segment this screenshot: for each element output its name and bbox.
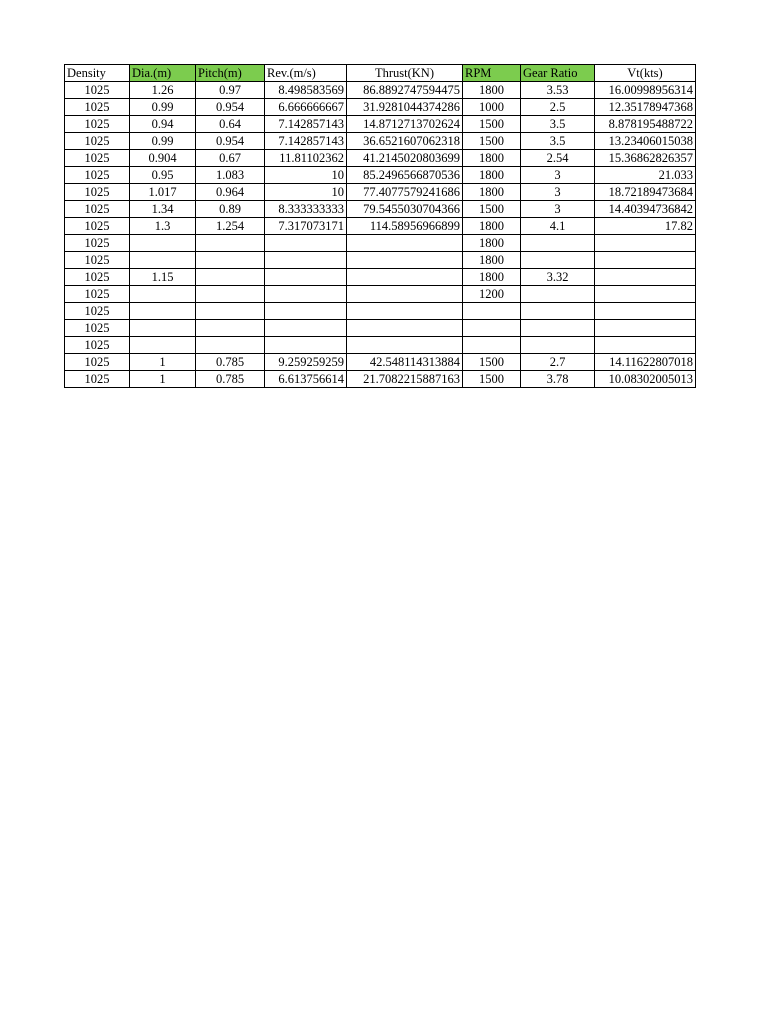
cell-rev[interactable] <box>265 337 347 354</box>
col-header-pitch[interactable]: Pitch(m) <box>196 65 265 82</box>
cell-vt[interactable]: 15.36862826357 <box>595 150 696 167</box>
cell-diameter[interactable]: 0.95 <box>130 167 196 184</box>
cell-thrust[interactable]: 79.5455030704366 <box>347 201 463 218</box>
cell-pitch[interactable]: 0.785 <box>196 354 265 371</box>
cell-gear-ratio[interactable] <box>521 320 595 337</box>
cell-vt[interactable] <box>595 286 696 303</box>
cell-thrust[interactable]: 77.4077579241686 <box>347 184 463 201</box>
cell-pitch[interactable]: 0.97 <box>196 82 265 99</box>
cell-rpm[interactable]: 1800 <box>463 150 521 167</box>
cell-thrust[interactable]: 31.9281044374286 <box>347 99 463 116</box>
cell-rpm[interactable]: 1800 <box>463 252 521 269</box>
cell-pitch[interactable]: 0.785 <box>196 371 265 388</box>
cell-vt[interactable]: 8.878195488722 <box>595 116 696 133</box>
cell-rpm[interactable]: 1800 <box>463 235 521 252</box>
cell-rev[interactable]: 9.259259259 <box>265 354 347 371</box>
table-row <box>65 184 696 201</box>
cell-pitch[interactable]: 0.964 <box>196 184 265 201</box>
cell-vt[interactable] <box>595 235 696 252</box>
cell-rev[interactable]: 7.142857143 <box>265 116 347 133</box>
table-row <box>65 99 696 116</box>
cell-vt[interactable] <box>595 269 696 286</box>
cell-pitch[interactable] <box>196 269 265 286</box>
cell-gear-ratio[interactable]: 3 <box>521 184 595 201</box>
cell-thrust[interactable]: 42.548114313884 <box>347 354 463 371</box>
cell-diameter[interactable]: 1.34 <box>130 201 196 218</box>
cell-pitch[interactable]: 0.64 <box>196 116 265 133</box>
table-row <box>65 150 696 167</box>
cell-pitch[interactable] <box>196 320 265 337</box>
cell-rpm[interactable]: 1800 <box>463 269 521 286</box>
table-row <box>65 286 696 303</box>
cell-density[interactable]: 1025 <box>65 286 130 303</box>
cell-pitch[interactable] <box>196 303 265 320</box>
col-header-rev[interactable]: Rev.(m/s) <box>265 65 347 82</box>
cell-density[interactable]: 1025 <box>65 99 130 116</box>
cell-pitch[interactable]: 0.89 <box>196 201 265 218</box>
cell-density[interactable]: 1025 <box>65 184 130 201</box>
cell-diameter[interactable]: 1.017 <box>130 184 196 201</box>
table-row <box>65 354 696 371</box>
cell-density[interactable]: 1025 <box>65 218 130 235</box>
cell-rev[interactable]: 7.317073171 <box>265 218 347 235</box>
cell-pitch[interactable] <box>196 252 265 269</box>
cell-diameter[interactable]: 1.26 <box>130 82 196 99</box>
cell-thrust[interactable] <box>347 337 463 354</box>
cell-gear-ratio[interactable] <box>521 337 595 354</box>
cell-rpm[interactable]: 1800 <box>463 218 521 235</box>
col-header-thrust[interactable]: Thrust(KN) <box>347 65 463 82</box>
cell-diameter[interactable]: 0.99 <box>130 133 196 150</box>
cell-rpm[interactable]: 1500 <box>463 371 521 388</box>
table-row <box>65 269 696 286</box>
cell-rev[interactable] <box>265 252 347 269</box>
spreadsheet-area <box>64 64 696 388</box>
cell-vt[interactable] <box>595 320 696 337</box>
cell-rpm[interactable]: 1500 <box>463 133 521 150</box>
cell-pitch[interactable]: 1.254 <box>196 218 265 235</box>
cell-vt[interactable]: 14.11622807018 <box>595 354 696 371</box>
cell-pitch[interactable] <box>196 286 265 303</box>
table-row <box>65 218 696 235</box>
cell-rpm[interactable]: 1500 <box>463 116 521 133</box>
cell-rpm[interactable] <box>463 320 521 337</box>
cell-diameter[interactable]: 0.904 <box>130 150 196 167</box>
cell-rpm[interactable]: 1200 <box>463 286 521 303</box>
cell-rev[interactable] <box>265 235 347 252</box>
col-header-vt[interactable]: Vt(kts) <box>595 65 696 82</box>
cell-density[interactable]: 1025 <box>65 337 130 354</box>
cell-vt[interactable]: 21.033 <box>595 167 696 184</box>
cell-gear-ratio[interactable] <box>521 286 595 303</box>
col-header-gear-ratio[interactable]: Gear Ratio <box>521 65 595 82</box>
cell-rpm[interactable]: 1000 <box>463 99 521 116</box>
cell-thrust[interactable]: 85.2496566870536 <box>347 167 463 184</box>
cell-rev[interactable]: 6.666666667 <box>265 99 347 116</box>
table-row <box>65 116 696 133</box>
cell-gear-ratio[interactable]: 2.5 <box>521 99 595 116</box>
cell-rev[interactable]: 6.613756614 <box>265 371 347 388</box>
table-row <box>65 201 696 218</box>
table-row <box>65 82 696 99</box>
cell-diameter[interactable]: 1.15 <box>130 269 196 286</box>
cell-rev[interactable]: 11.81102362 <box>265 150 347 167</box>
cell-vt[interactable] <box>595 252 696 269</box>
table-row <box>65 320 696 337</box>
header-row <box>65 65 696 82</box>
cell-rev[interactable] <box>265 320 347 337</box>
cell-diameter[interactable]: 1 <box>130 354 196 371</box>
cell-vt[interactable]: 16.00998956314 <box>595 82 696 99</box>
cell-gear-ratio[interactable]: 2.54 <box>521 150 595 167</box>
cell-gear-ratio[interactable]: 3 <box>521 167 595 184</box>
col-header-diameter[interactable]: Dia.(m) <box>130 65 196 82</box>
cell-diameter[interactable]: 0.99 <box>130 99 196 116</box>
table-row <box>65 303 696 320</box>
table-row <box>65 337 696 354</box>
cell-rev[interactable]: 10 <box>265 167 347 184</box>
cell-thrust[interactable]: 14.8712713702624 <box>347 116 463 133</box>
cell-gear-ratio[interactable]: 3.78 <box>521 371 595 388</box>
cell-rpm[interactable]: 1500 <box>463 201 521 218</box>
cell-thrust[interactable]: 41.2145020803699 <box>347 150 463 167</box>
cell-thrust[interactable] <box>347 235 463 252</box>
cell-density[interactable]: 1025 <box>65 320 130 337</box>
cell-density[interactable]: 1025 <box>65 116 130 133</box>
cell-pitch[interactable] <box>196 337 265 354</box>
cell-rev[interactable] <box>265 303 347 320</box>
cell-gear-ratio[interactable]: 4.1 <box>521 218 595 235</box>
cell-rev[interactable]: 8.333333333 <box>265 201 347 218</box>
cell-vt[interactable]: 12.35178947368 <box>595 99 696 116</box>
cell-rev[interactable] <box>265 286 347 303</box>
cell-density[interactable]: 1025 <box>65 269 130 286</box>
cell-rpm[interactable]: 1800 <box>463 82 521 99</box>
cell-thrust[interactable]: 114.58956966899 <box>347 218 463 235</box>
cell-thrust[interactable] <box>347 269 463 286</box>
cell-density[interactable]: 1025 <box>65 150 130 167</box>
cell-density[interactable]: 1025 <box>65 201 130 218</box>
cell-vt[interactable]: 13.23406015038 <box>595 133 696 150</box>
cell-density[interactable]: 1025 <box>65 371 130 388</box>
cell-diameter[interactable]: 0.94 <box>130 116 196 133</box>
table-row <box>65 167 696 184</box>
table-row <box>65 133 696 150</box>
table-row <box>65 252 696 269</box>
table-body <box>65 82 696 388</box>
cell-density[interactable]: 1025 <box>65 354 130 371</box>
cell-density[interactable]: 1025 <box>65 133 130 150</box>
cell-gear-ratio[interactable] <box>521 235 595 252</box>
cell-diameter[interactable] <box>130 303 196 320</box>
cell-diameter[interactable] <box>130 235 196 252</box>
cell-diameter[interactable] <box>130 320 196 337</box>
cell-density[interactable]: 1025 <box>65 235 130 252</box>
cell-thrust[interactable]: 21.7082215887163 <box>347 371 463 388</box>
cell-diameter[interactable] <box>130 286 196 303</box>
cell-gear-ratio[interactable]: 3 <box>521 201 595 218</box>
cell-gear-ratio[interactable] <box>521 303 595 320</box>
cell-vt[interactable]: 17.82 <box>595 218 696 235</box>
cell-rev[interactable]: 7.142857143 <box>265 133 347 150</box>
cell-diameter[interactable]: 1 <box>130 371 196 388</box>
cell-rpm[interactable] <box>463 337 521 354</box>
cell-rev[interactable]: 8.498583569 <box>265 82 347 99</box>
cell-rev[interactable] <box>265 269 347 286</box>
table-row <box>65 235 696 252</box>
table-row <box>65 371 696 388</box>
cell-rpm[interactable]: 1800 <box>463 167 521 184</box>
cell-thrust[interactable] <box>347 252 463 269</box>
col-header-rpm[interactable]: RPM <box>463 65 521 82</box>
cell-pitch[interactable] <box>196 235 265 252</box>
cell-density[interactable]: 1025 <box>65 252 130 269</box>
cell-thrust[interactable] <box>347 320 463 337</box>
cell-diameter[interactable] <box>130 252 196 269</box>
cell-gear-ratio[interactable] <box>521 252 595 269</box>
cell-gear-ratio[interactable]: 3.53 <box>521 82 595 99</box>
cell-rpm[interactable]: 1500 <box>463 354 521 371</box>
cell-rev[interactable]: 10 <box>265 184 347 201</box>
cell-thrust[interactable] <box>347 303 463 320</box>
cell-vt[interactable]: 14.40394736842 <box>595 201 696 218</box>
cell-gear-ratio[interactable]: 3.32 <box>521 269 595 286</box>
cell-vt[interactable] <box>595 337 696 354</box>
cell-vt[interactable]: 18.72189473684 <box>595 184 696 201</box>
cell-pitch[interactable]: 0.954 <box>196 99 265 116</box>
cell-pitch[interactable]: 0.954 <box>196 133 265 150</box>
cell-rpm[interactable] <box>463 303 521 320</box>
col-header-density[interactable]: Density <box>65 65 130 82</box>
cell-thrust[interactable]: 86.8892747594475 <box>347 82 463 99</box>
cell-vt[interactable] <box>595 303 696 320</box>
cell-density[interactable]: 1025 <box>65 303 130 320</box>
cell-diameter[interactable] <box>130 337 196 354</box>
cell-vt[interactable]: 10.08302005013 <box>595 371 696 388</box>
propeller-data-table <box>64 64 696 388</box>
cell-gear-ratio[interactable]: 3.5 <box>521 133 595 150</box>
cell-density[interactable]: 1025 <box>65 167 130 184</box>
cell-thrust[interactable] <box>347 286 463 303</box>
cell-gear-ratio[interactable]: 2.7 <box>521 354 595 371</box>
cell-pitch[interactable]: 1.083 <box>196 167 265 184</box>
cell-thrust[interactable]: 36.6521607062318 <box>347 133 463 150</box>
cell-density[interactable]: 1025 <box>65 82 130 99</box>
cell-diameter[interactable]: 1.3 <box>130 218 196 235</box>
cell-pitch[interactable]: 0.67 <box>196 150 265 167</box>
cell-gear-ratio[interactable]: 3.5 <box>521 116 595 133</box>
cell-rpm[interactable]: 1800 <box>463 184 521 201</box>
